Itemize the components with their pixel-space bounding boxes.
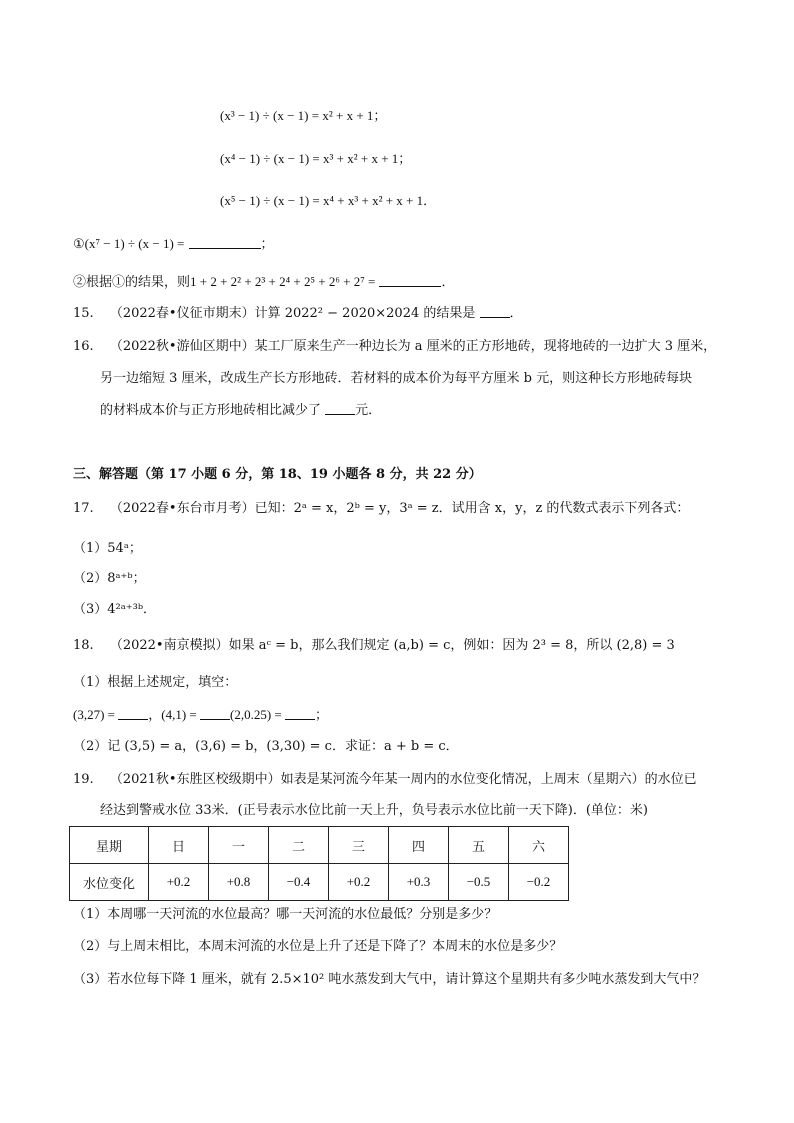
table-row — [70, 864, 569, 901]
formula-lhs: (x⁵ − 1) ÷ (x − 1) = — [220, 193, 320, 208]
answer-blank[interactable] — [379, 274, 441, 287]
formula-rhs: x³ + x² + x + 1； — [322, 151, 412, 166]
question-number: 15. — [73, 306, 94, 321]
formula-lhs: (x⁴ − 1) ÷ (x − 1) = — [220, 151, 320, 166]
question-16-line2 — [100, 370, 692, 388]
table-cell: −0.2 — [509, 864, 569, 901]
question-text: 如表是某河流今年某一周内的水位变化情况，上周末（星期六）的水位已 — [280, 772, 697, 787]
question-text: 的材料成本价与正方形地砖相比减少了 — [100, 403, 322, 418]
question-text: 某工厂原来生产一种边长为 a 厘米的正方形地砖，现将地砖的一边扩大 3 厘米， — [254, 339, 717, 354]
question-source: （2022•南京模拟） — [109, 638, 229, 653]
table-cell: 星期 — [70, 827, 149, 864]
fill-label: ； — [315, 707, 329, 722]
answer-blank[interactable] — [480, 305, 510, 318]
question-text: 另一边缩短 3 厘米，改成生产长方形地砖．若材料的成本价为每平方厘米 b 元，则这种长方形地砖每块 — [100, 371, 693, 386]
question-source: （2021秋•东胜区校级期中） — [109, 772, 281, 787]
q14-part1-suffix: ； — [260, 237, 274, 252]
q14-part2-expr: 1 + 2 + 2² + 2³ + 2⁴ + 2⁵ + 2⁶ + 2⁷ = — [190, 274, 376, 289]
question-number: 18. — [73, 638, 94, 653]
question-15 — [73, 305, 523, 323]
question-19-line1 — [73, 771, 697, 789]
answer-blank[interactable] — [285, 707, 315, 720]
q19-question-1 — [73, 906, 497, 924]
question-17 — [73, 500, 689, 518]
q18-part1-title — [73, 674, 237, 692]
answer-blank[interactable] — [118, 707, 148, 720]
table-cell: +0.3 — [389, 864, 449, 901]
formula-rhs: x⁴ + x³ + x² + x + 1． — [322, 193, 437, 208]
q17-item-1 — [73, 540, 142, 558]
question-source: （2022春•东台市月考） — [109, 501, 255, 516]
question-item: （1）本周哪一天河流的水位最高？哪一天河流的水位最低？分别是多少？ — [73, 907, 498, 922]
question-number: 17. — [73, 501, 94, 516]
answer-blank[interactable] — [200, 707, 230, 720]
q14-part1 — [73, 235, 274, 254]
q19-question-3 — [73, 971, 705, 989]
table-cell: +0.8 — [209, 864, 269, 901]
q14-part2-prefix: ②根据①的结果，则 — [73, 275, 191, 290]
table-header-row — [70, 827, 569, 864]
question-16-line1 — [73, 338, 716, 356]
question-suffix: 元． — [355, 403, 382, 418]
fill-label: (3,27) = — [73, 707, 115, 722]
q14-part2 — [73, 273, 455, 292]
fill-label: ，(4,1) = — [148, 707, 197, 722]
water-level-table — [69, 826, 569, 901]
question-19-line2 — [100, 802, 648, 820]
table-cell: 二 — [269, 827, 329, 864]
formula-1 — [220, 107, 386, 125]
table-cell: −0.5 — [449, 864, 509, 901]
q18-part2 — [73, 738, 459, 756]
question-suffix: ． — [509, 306, 523, 321]
formula-lhs: (x³ − 1) ÷ (x − 1) = — [220, 108, 320, 123]
question-source: （2022秋•游仙区期中） — [109, 339, 255, 354]
question-source: （2022春•仪征市期末） — [109, 306, 255, 321]
table-cell: 水位变化 — [70, 864, 149, 901]
question-item: （3）4²ᵃ⁺³ᵇ． — [73, 602, 157, 617]
q14-part1-expr: ①(x⁷ − 1) ÷ (x − 1) = — [73, 236, 185, 251]
section-heading — [73, 466, 482, 484]
question-item: （1）根据上述规定，填空： — [73, 675, 238, 690]
formula-rhs: x² + x + 1； — [322, 108, 387, 123]
question-text: 如果 aᶜ = b，那么我们规定 (a,b) = c，例如：因为 2³ = 8，所以 (2,8) = 3 — [228, 638, 675, 653]
formula-2 — [220, 150, 411, 168]
formula-3 — [220, 192, 436, 210]
table-cell: +0.2 — [149, 864, 209, 901]
table-cell: 四 — [389, 827, 449, 864]
question-number: 19. — [73, 772, 94, 787]
q18-part1-fill — [73, 706, 328, 724]
question-item: （3）若水位每下降 1 厘米，就有 2.5×10² 吨水蒸发到大气中，请计算这个星期共有多少吨水蒸发到大气中？ — [73, 972, 706, 987]
question-18 — [73, 637, 675, 655]
fill-label: (2,0.25) = — [230, 707, 282, 722]
question-16-line3 — [100, 402, 381, 420]
question-item: （2）记 (3,5) = a，(3,6) = b，(3,30) = c．求证：a + b = c． — [73, 739, 459, 754]
q14-part2-suffix: ． — [441, 275, 455, 290]
q17-item-3 — [73, 601, 156, 619]
table-cell: 六 — [509, 827, 569, 864]
q17-item-2 — [73, 570, 146, 588]
table-cell: +0.2 — [329, 864, 389, 901]
table-cell: 日 — [149, 827, 209, 864]
question-item: （2）8ᵃ⁺ᵇ； — [73, 571, 146, 586]
table-cell: 一 — [209, 827, 269, 864]
question-item: （1）54ᵃ； — [73, 541, 142, 556]
question-text: 已知：2ᵃ = x，2ᵇ = y，3ᵃ = z．试用含 x，y，z 的代数式表示下列各式： — [254, 501, 690, 516]
section-title: 三、解答题（第 17 小题 6 分，第 18、19 小题各 8 分，共 22 分） — [73, 467, 482, 482]
question-item: （2）与上周末相比，本周末河流的水位是上升了还是下降了？本周末的水位是多少？ — [73, 939, 563, 954]
question-number: 16. — [73, 339, 94, 354]
table-cell: 三 — [329, 827, 389, 864]
q19-question-2 — [73, 938, 562, 956]
question-text: 经达到警戒水位 33米．(正号表示水位比前一天上升，负号表示水位比前一天下降)．(单位：米) — [100, 803, 648, 818]
answer-blank[interactable] — [325, 402, 355, 415]
question-text: 计算 2022² − 2020×2024 的结果是 — [254, 306, 476, 321]
table-cell: 五 — [449, 827, 509, 864]
answer-blank[interactable] — [189, 236, 261, 249]
table-cell: −0.4 — [269, 864, 329, 901]
